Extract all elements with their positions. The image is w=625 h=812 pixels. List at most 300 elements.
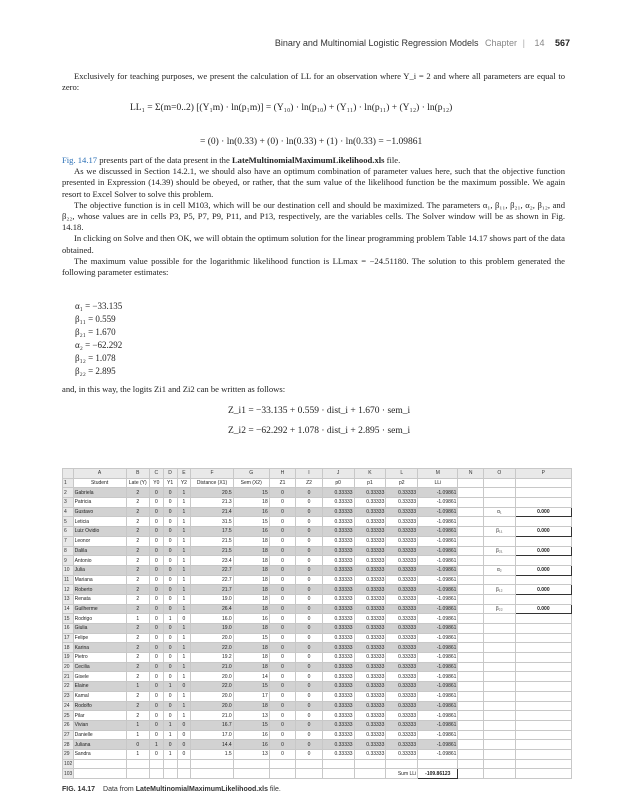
data-cell[interactable]: 22.7 — [191, 565, 233, 575]
data-cell[interactable]: 0 — [296, 575, 323, 585]
data-cell[interactable]: 0.33333 — [386, 527, 418, 537]
data-cell[interactable]: 1 — [177, 653, 191, 663]
student-cell[interactable]: Roberto — [73, 585, 126, 595]
data-cell[interactable]: 0.33333 — [322, 711, 354, 721]
data-cell[interactable]: 0 — [296, 536, 323, 546]
data-cell[interactable]: 1 — [126, 749, 149, 759]
student-cell[interactable]: Renata — [73, 594, 126, 604]
student-cell[interactable]: Leticia — [73, 517, 126, 527]
data-cell[interactable]: 0 — [163, 691, 177, 701]
data-cell[interactable]: 0.33333 — [354, 527, 386, 537]
data-cell[interactable]: 0 — [149, 604, 163, 614]
header-cell[interactable]: Distance (X1) — [191, 478, 233, 488]
empty-cell[interactable] — [483, 662, 515, 672]
empty-cell[interactable] — [177, 759, 191, 769]
column-header[interactable]: M — [418, 469, 458, 479]
empty-cell[interactable] — [483, 749, 515, 759]
data-cell[interactable]: 16 — [233, 507, 269, 517]
data-cell[interactable]: 0.33333 — [386, 565, 418, 575]
data-cell[interactable]: 0 — [296, 498, 323, 508]
data-cell[interactable]: 26.4 — [191, 604, 233, 614]
data-cell[interactable]: 18 — [233, 546, 269, 556]
data-cell[interactable]: 0 — [296, 633, 323, 643]
data-cell[interactable]: 0 — [177, 730, 191, 740]
data-cell[interactable]: 0 — [296, 682, 323, 692]
data-cell[interactable]: 20.0 — [191, 633, 233, 643]
empty-cell[interactable] — [515, 769, 571, 779]
data-cell[interactable]: 1 — [177, 701, 191, 711]
row-number[interactable]: 3 — [63, 498, 74, 508]
data-cell[interactable]: 0.33333 — [322, 517, 354, 527]
data-cell[interactable]: 18 — [233, 565, 269, 575]
data-cell[interactable]: 0.33333 — [322, 594, 354, 604]
data-cell[interactable]: 0 — [163, 653, 177, 663]
data-cell[interactable]: 0.33333 — [386, 720, 418, 730]
row-number[interactable]: 25 — [63, 711, 74, 721]
data-cell[interactable]: 0 — [149, 749, 163, 759]
data-cell[interactable]: 0.33333 — [386, 604, 418, 614]
data-cell[interactable]: 0 — [149, 672, 163, 682]
data-cell[interactable]: 0 — [149, 498, 163, 508]
data-cell[interactable]: 0.33333 — [322, 701, 354, 711]
data-cell[interactable]: 0.33333 — [354, 498, 386, 508]
data-cell[interactable]: -1.09861 — [418, 575, 458, 585]
data-cell[interactable]: 0 — [269, 527, 296, 537]
empty-cell[interactable] — [458, 604, 483, 614]
header-cell[interactable]: Z2 — [296, 478, 323, 488]
data-cell[interactable]: -1.09861 — [418, 643, 458, 653]
empty-cell[interactable] — [163, 769, 177, 779]
column-header[interactable]: L — [386, 469, 418, 479]
data-cell[interactable]: 0 — [296, 740, 323, 750]
empty-cell[interactable] — [458, 546, 483, 556]
row-number[interactable]: 22 — [63, 682, 74, 692]
data-cell[interactable]: 0.33333 — [354, 662, 386, 672]
data-cell[interactable]: 0.33333 — [386, 730, 418, 740]
data-cell[interactable]: 0 — [269, 604, 296, 614]
empty-cell[interactable] — [458, 527, 483, 537]
data-cell[interactable]: 1 — [177, 527, 191, 537]
data-cell[interactable]: 0.33333 — [354, 507, 386, 517]
data-cell[interactable]: -1.09861 — [418, 594, 458, 604]
data-cell[interactable]: 0 — [269, 672, 296, 682]
data-cell[interactable]: 0.33333 — [386, 653, 418, 663]
data-cell[interactable]: 0 — [296, 556, 323, 566]
empty-cell[interactable] — [458, 740, 483, 750]
data-cell[interactable]: 14.4 — [191, 740, 233, 750]
data-cell[interactable]: 2 — [126, 507, 149, 517]
empty-cell[interactable] — [458, 653, 483, 663]
data-cell[interactable]: 15 — [233, 517, 269, 527]
empty-cell[interactable] — [458, 536, 483, 546]
data-cell[interactable]: 0 — [296, 720, 323, 730]
row-number[interactable]: 24 — [63, 701, 74, 711]
empty-cell[interactable] — [515, 556, 571, 566]
empty-cell[interactable] — [515, 711, 571, 721]
data-cell[interactable]: 0 — [269, 720, 296, 730]
empty-cell[interactable] — [515, 759, 571, 769]
data-cell[interactable]: 0.33333 — [322, 672, 354, 682]
data-cell[interactable]: 0.33333 — [386, 594, 418, 604]
empty-cell[interactable] — [458, 662, 483, 672]
data-cell[interactable]: 1 — [177, 711, 191, 721]
data-cell[interactable]: 1 — [163, 614, 177, 624]
row-number[interactable]: 7 — [63, 536, 74, 546]
data-cell[interactable]: -1.09861 — [418, 682, 458, 692]
data-cell[interactable]: 0.33333 — [322, 720, 354, 730]
empty-cell[interactable] — [269, 759, 296, 769]
empty-cell[interactable] — [458, 575, 483, 585]
data-cell[interactable]: 2 — [126, 565, 149, 575]
data-cell[interactable]: 2 — [126, 575, 149, 585]
data-cell[interactable]: 0 — [269, 711, 296, 721]
empty-cell[interactable] — [483, 720, 515, 730]
data-cell[interactable]: 0 — [269, 565, 296, 575]
data-cell[interactable]: 0.33333 — [354, 711, 386, 721]
data-cell[interactable]: 0.33333 — [386, 740, 418, 750]
row-number[interactable]: 11 — [63, 575, 74, 585]
data-cell[interactable]: 0.33333 — [386, 662, 418, 672]
empty-cell[interactable] — [458, 498, 483, 508]
data-cell[interactable]: 0 — [269, 643, 296, 653]
empty-cell[interactable] — [458, 691, 483, 701]
data-cell[interactable]: 1 — [126, 720, 149, 730]
column-header[interactable]: O — [483, 469, 515, 479]
data-cell[interactable]: 0.33333 — [386, 624, 418, 634]
data-cell[interactable]: 0 — [149, 565, 163, 575]
row-number[interactable]: 103 — [64, 770, 73, 777]
data-cell[interactable]: 0 — [163, 624, 177, 634]
data-cell[interactable]: 2 — [126, 604, 149, 614]
data-cell[interactable]: 1 — [163, 749, 177, 759]
data-cell[interactable]: 0.33333 — [386, 517, 418, 527]
data-cell[interactable]: 0.33333 — [386, 701, 418, 711]
empty-cell[interactable] — [354, 759, 386, 769]
empty-cell[interactable] — [269, 769, 296, 779]
student-cell[interactable]: Guilherme — [73, 604, 126, 614]
row-number[interactable]: 18 — [63, 643, 74, 653]
data-cell[interactable]: -1.09861 — [418, 662, 458, 672]
data-cell[interactable]: 1 — [177, 672, 191, 682]
data-cell[interactable]: 14 — [233, 672, 269, 682]
empty-cell[interactable] — [458, 488, 483, 498]
empty-cell[interactable] — [515, 720, 571, 730]
empty-cell[interactable] — [418, 759, 458, 769]
data-cell[interactable]: 0 — [296, 604, 323, 614]
data-cell[interactable]: 1 — [177, 643, 191, 653]
empty-cell[interactable] — [458, 682, 483, 692]
header-cell[interactable]: p1 — [354, 478, 386, 488]
data-cell[interactable]: 0 — [163, 488, 177, 498]
student-cell[interactable]: Karina — [73, 643, 126, 653]
data-cell[interactable]: 0.33333 — [322, 546, 354, 556]
data-cell[interactable]: 18 — [233, 701, 269, 711]
data-cell[interactable]: 0.33333 — [354, 749, 386, 759]
data-cell[interactable]: 20.0 — [191, 691, 233, 701]
student-cell[interactable]: Rodrigo — [73, 614, 126, 624]
empty-cell[interactable] — [483, 575, 515, 585]
data-cell[interactable]: 0.33333 — [386, 488, 418, 498]
column-header[interactable]: G — [233, 469, 269, 479]
data-cell[interactable]: 1 — [177, 585, 191, 595]
student-cell[interactable]: Giulia — [73, 624, 126, 634]
data-cell[interactable]: 0 — [163, 672, 177, 682]
empty-cell[interactable] — [515, 517, 571, 527]
data-cell[interactable]: 0 — [269, 585, 296, 595]
data-cell[interactable]: 18 — [233, 594, 269, 604]
data-cell[interactable]: 0.33333 — [354, 682, 386, 692]
param-value-cell[interactable]: 0.000 — [515, 585, 571, 595]
data-cell[interactable]: 0 — [149, 633, 163, 643]
data-cell[interactable]: 1 — [177, 565, 191, 575]
data-cell[interactable]: 0.33333 — [386, 536, 418, 546]
empty-cell[interactable] — [126, 769, 149, 779]
empty-cell[interactable] — [515, 488, 571, 498]
student-cell[interactable]: Felipe — [73, 633, 126, 643]
data-cell[interactable]: 0 — [163, 662, 177, 672]
data-cell[interactable]: 16 — [233, 614, 269, 624]
empty-cell[interactable] — [458, 585, 483, 595]
header-cell[interactable] — [483, 478, 515, 488]
data-cell[interactable]: 1 — [149, 740, 163, 750]
header-cell[interactable]: Y1 — [163, 478, 177, 488]
data-cell[interactable]: 0 — [296, 653, 323, 663]
row-number[interactable]: 10 — [63, 565, 74, 575]
data-cell[interactable]: 0.33333 — [386, 633, 418, 643]
row-number[interactable]: 20 — [63, 662, 74, 672]
empty-cell[interactable] — [458, 594, 483, 604]
data-cell[interactable]: 0 — [296, 672, 323, 682]
student-cell[interactable]: Kamal — [73, 691, 126, 701]
data-cell[interactable]: 0 — [296, 517, 323, 527]
row-number[interactable]: 6 — [63, 527, 74, 537]
data-cell[interactable]: 0 — [296, 691, 323, 701]
data-cell[interactable]: 1 — [163, 730, 177, 740]
data-cell[interactable]: 0.33333 — [354, 556, 386, 566]
column-header[interactable]: P — [515, 469, 571, 479]
empty-cell[interactable] — [515, 682, 571, 692]
data-cell[interactable]: 0.33333 — [322, 556, 354, 566]
data-cell[interactable]: 0 — [296, 624, 323, 634]
data-cell[interactable]: 0.33333 — [322, 749, 354, 759]
student-cell[interactable]: Antonio — [73, 556, 126, 566]
data-cell[interactable]: 23.4 — [191, 556, 233, 566]
data-cell[interactable]: -1.09861 — [418, 749, 458, 759]
data-cell[interactable]: 21.0 — [191, 662, 233, 672]
data-cell[interactable]: 1.5 — [191, 749, 233, 759]
empty-cell[interactable] — [458, 643, 483, 653]
fig-link[interactable]: Fig. 14.17 — [62, 155, 98, 165]
data-cell[interactable]: 0 — [163, 740, 177, 750]
student-cell[interactable]: Elaine — [73, 682, 126, 692]
data-cell[interactable]: 31.5 — [191, 517, 233, 527]
data-cell[interactable]: 0 — [177, 740, 191, 750]
data-cell[interactable]: 0 — [163, 556, 177, 566]
data-cell[interactable]: 2 — [126, 527, 149, 537]
data-cell[interactable]: 0 — [177, 749, 191, 759]
data-cell[interactable]: 19.0 — [191, 624, 233, 634]
data-cell[interactable]: 0.33333 — [354, 720, 386, 730]
row-number[interactable]: 16 — [63, 624, 74, 634]
student-cell[interactable]: Luiz Ovidio — [73, 527, 126, 537]
data-cell[interactable]: 17.5 — [191, 527, 233, 537]
data-cell[interactable]: 15 — [233, 682, 269, 692]
data-cell[interactable]: 1 — [177, 556, 191, 566]
data-cell[interactable]: 0.33333 — [322, 682, 354, 692]
data-cell[interactable]: -1.09861 — [418, 730, 458, 740]
data-cell[interactable]: 0 — [149, 682, 163, 692]
data-cell[interactable]: 16.0 — [191, 614, 233, 624]
data-cell[interactable]: 0 — [269, 517, 296, 527]
row-number[interactable]: 12 — [63, 585, 74, 595]
data-cell[interactable]: 0 — [163, 701, 177, 711]
data-cell[interactable]: 0.33333 — [354, 517, 386, 527]
row-number[interactable]: 28 — [63, 740, 74, 750]
data-cell[interactable]: 0 — [269, 701, 296, 711]
data-cell[interactable]: 2 — [126, 536, 149, 546]
data-cell[interactable]: 17 — [233, 691, 269, 701]
data-cell[interactable]: 0.33333 — [386, 575, 418, 585]
empty-cell[interactable] — [163, 759, 177, 769]
empty-cell[interactable] — [322, 769, 354, 779]
data-cell[interactable]: 2 — [126, 633, 149, 643]
data-cell[interactable]: 0 — [149, 527, 163, 537]
data-cell[interactable]: 13 — [233, 711, 269, 721]
data-cell[interactable]: 0 — [296, 730, 323, 740]
row-number[interactable]: 17 — [63, 633, 74, 643]
empty-cell[interactable] — [515, 672, 571, 682]
empty-cell[interactable] — [458, 730, 483, 740]
empty-cell[interactable] — [458, 711, 483, 721]
data-cell[interactable]: 0 — [296, 527, 323, 537]
data-cell[interactable]: 0.33333 — [322, 730, 354, 740]
data-cell[interactable]: 0 — [126, 740, 149, 750]
data-cell[interactable]: 22.7 — [191, 575, 233, 585]
data-cell[interactable]: 0 — [149, 546, 163, 556]
data-cell[interactable]: 22.0 — [191, 682, 233, 692]
empty-cell[interactable] — [483, 759, 515, 769]
data-cell[interactable]: 1 — [126, 614, 149, 624]
data-cell[interactable]: 1 — [177, 624, 191, 634]
empty-cell[interactable] — [458, 672, 483, 682]
empty-cell[interactable] — [515, 662, 571, 672]
empty-cell[interactable] — [483, 594, 515, 604]
empty-cell[interactable] — [515, 536, 571, 546]
data-cell[interactable]: 0 — [149, 711, 163, 721]
data-cell[interactable]: 2 — [126, 691, 149, 701]
empty-cell[interactable] — [233, 759, 269, 769]
row-number[interactable]: 4 — [63, 507, 74, 517]
empty-cell[interactable] — [177, 769, 191, 779]
data-cell[interactable]: 1 — [177, 507, 191, 517]
data-cell[interactable]: 2 — [126, 701, 149, 711]
data-cell[interactable]: -1.09861 — [418, 624, 458, 634]
sum-value-cell[interactable]: -109.86123 — [418, 769, 458, 779]
row-number[interactable]: 26 — [63, 720, 74, 730]
row-number[interactable]: 13 — [63, 594, 74, 604]
data-cell[interactable]: 0 — [149, 488, 163, 498]
data-cell[interactable]: 0 — [149, 536, 163, 546]
student-cell[interactable]: Gabriela — [73, 488, 126, 498]
data-cell[interactable]: 18 — [233, 536, 269, 546]
data-cell[interactable]: 0.33333 — [386, 507, 418, 517]
data-cell[interactable]: 0 — [149, 624, 163, 634]
empty-cell[interactable] — [483, 517, 515, 527]
empty-cell[interactable] — [483, 633, 515, 643]
data-cell[interactable]: -1.09861 — [418, 633, 458, 643]
student-cell[interactable]: Pilar — [73, 711, 126, 721]
empty-cell[interactable] — [458, 720, 483, 730]
param-label[interactable]: α₂ — [483, 565, 515, 575]
param-value-cell[interactable]: 0.000 — [515, 527, 571, 537]
header-cell[interactable]: Sem (X2) — [233, 478, 269, 488]
data-cell[interactable]: 18 — [233, 643, 269, 653]
data-cell[interactable]: 0 — [149, 720, 163, 730]
column-header[interactable]: D — [163, 469, 177, 479]
data-cell[interactable]: -1.09861 — [418, 517, 458, 527]
data-cell[interactable]: 0.33333 — [322, 498, 354, 508]
student-cell[interactable]: Danielle — [73, 730, 126, 740]
empty-cell[interactable] — [515, 749, 571, 759]
data-cell[interactable]: 0 — [177, 720, 191, 730]
column-header[interactable]: H — [269, 469, 296, 479]
empty-cell[interactable] — [515, 730, 571, 740]
data-cell[interactable]: 0.33333 — [354, 691, 386, 701]
empty-cell[interactable] — [458, 507, 483, 517]
param-value-cell[interactable]: 0.000 — [515, 546, 571, 556]
row-number[interactable]: 15 — [63, 614, 74, 624]
data-cell[interactable]: -1.09861 — [418, 507, 458, 517]
empty-cell[interactable] — [483, 498, 515, 508]
data-cell[interactable]: 1 — [177, 594, 191, 604]
data-cell[interactable]: 0.33333 — [322, 527, 354, 537]
data-cell[interactable]: 2 — [126, 556, 149, 566]
data-cell[interactable]: 0 — [269, 624, 296, 634]
corner-cell[interactable] — [63, 469, 74, 479]
data-cell[interactable]: -1.09861 — [418, 565, 458, 575]
empty-cell[interactable] — [73, 769, 126, 779]
data-cell[interactable]: 16 — [233, 730, 269, 740]
data-cell[interactable]: 1 — [177, 517, 191, 527]
empty-cell[interactable] — [483, 488, 515, 498]
param-value-cell[interactable]: 0.000 — [515, 604, 571, 614]
data-cell[interactable]: -1.09861 — [418, 488, 458, 498]
data-cell[interactable]: 1 — [177, 691, 191, 701]
data-cell[interactable]: 0 — [163, 575, 177, 585]
data-cell[interactable]: 1 — [177, 488, 191, 498]
empty-cell[interactable] — [483, 672, 515, 682]
param-label[interactable]: β₁₁ — [483, 527, 515, 537]
empty-cell[interactable] — [483, 643, 515, 653]
header-cell[interactable]: Y2 — [177, 478, 191, 488]
data-cell[interactable]: 0.33333 — [322, 565, 354, 575]
data-cell[interactable]: -1.09861 — [418, 711, 458, 721]
column-header[interactable]: F — [191, 469, 233, 479]
empty-cell[interactable] — [483, 682, 515, 692]
data-cell[interactable]: 0 — [163, 594, 177, 604]
data-cell[interactable]: 0 — [269, 691, 296, 701]
empty-cell[interactable] — [233, 769, 269, 779]
student-cell[interactable]: Julia — [73, 565, 126, 575]
data-cell[interactable]: 0 — [177, 614, 191, 624]
empty-cell[interactable] — [515, 653, 571, 663]
data-cell[interactable]: 1 — [177, 546, 191, 556]
param-label[interactable]: β₂₂ — [483, 604, 515, 614]
data-cell[interactable]: 0 — [149, 594, 163, 604]
data-cell[interactable]: 0.33333 — [354, 633, 386, 643]
data-cell[interactable]: 1 — [126, 730, 149, 740]
row-number[interactable]: 19 — [63, 653, 74, 663]
